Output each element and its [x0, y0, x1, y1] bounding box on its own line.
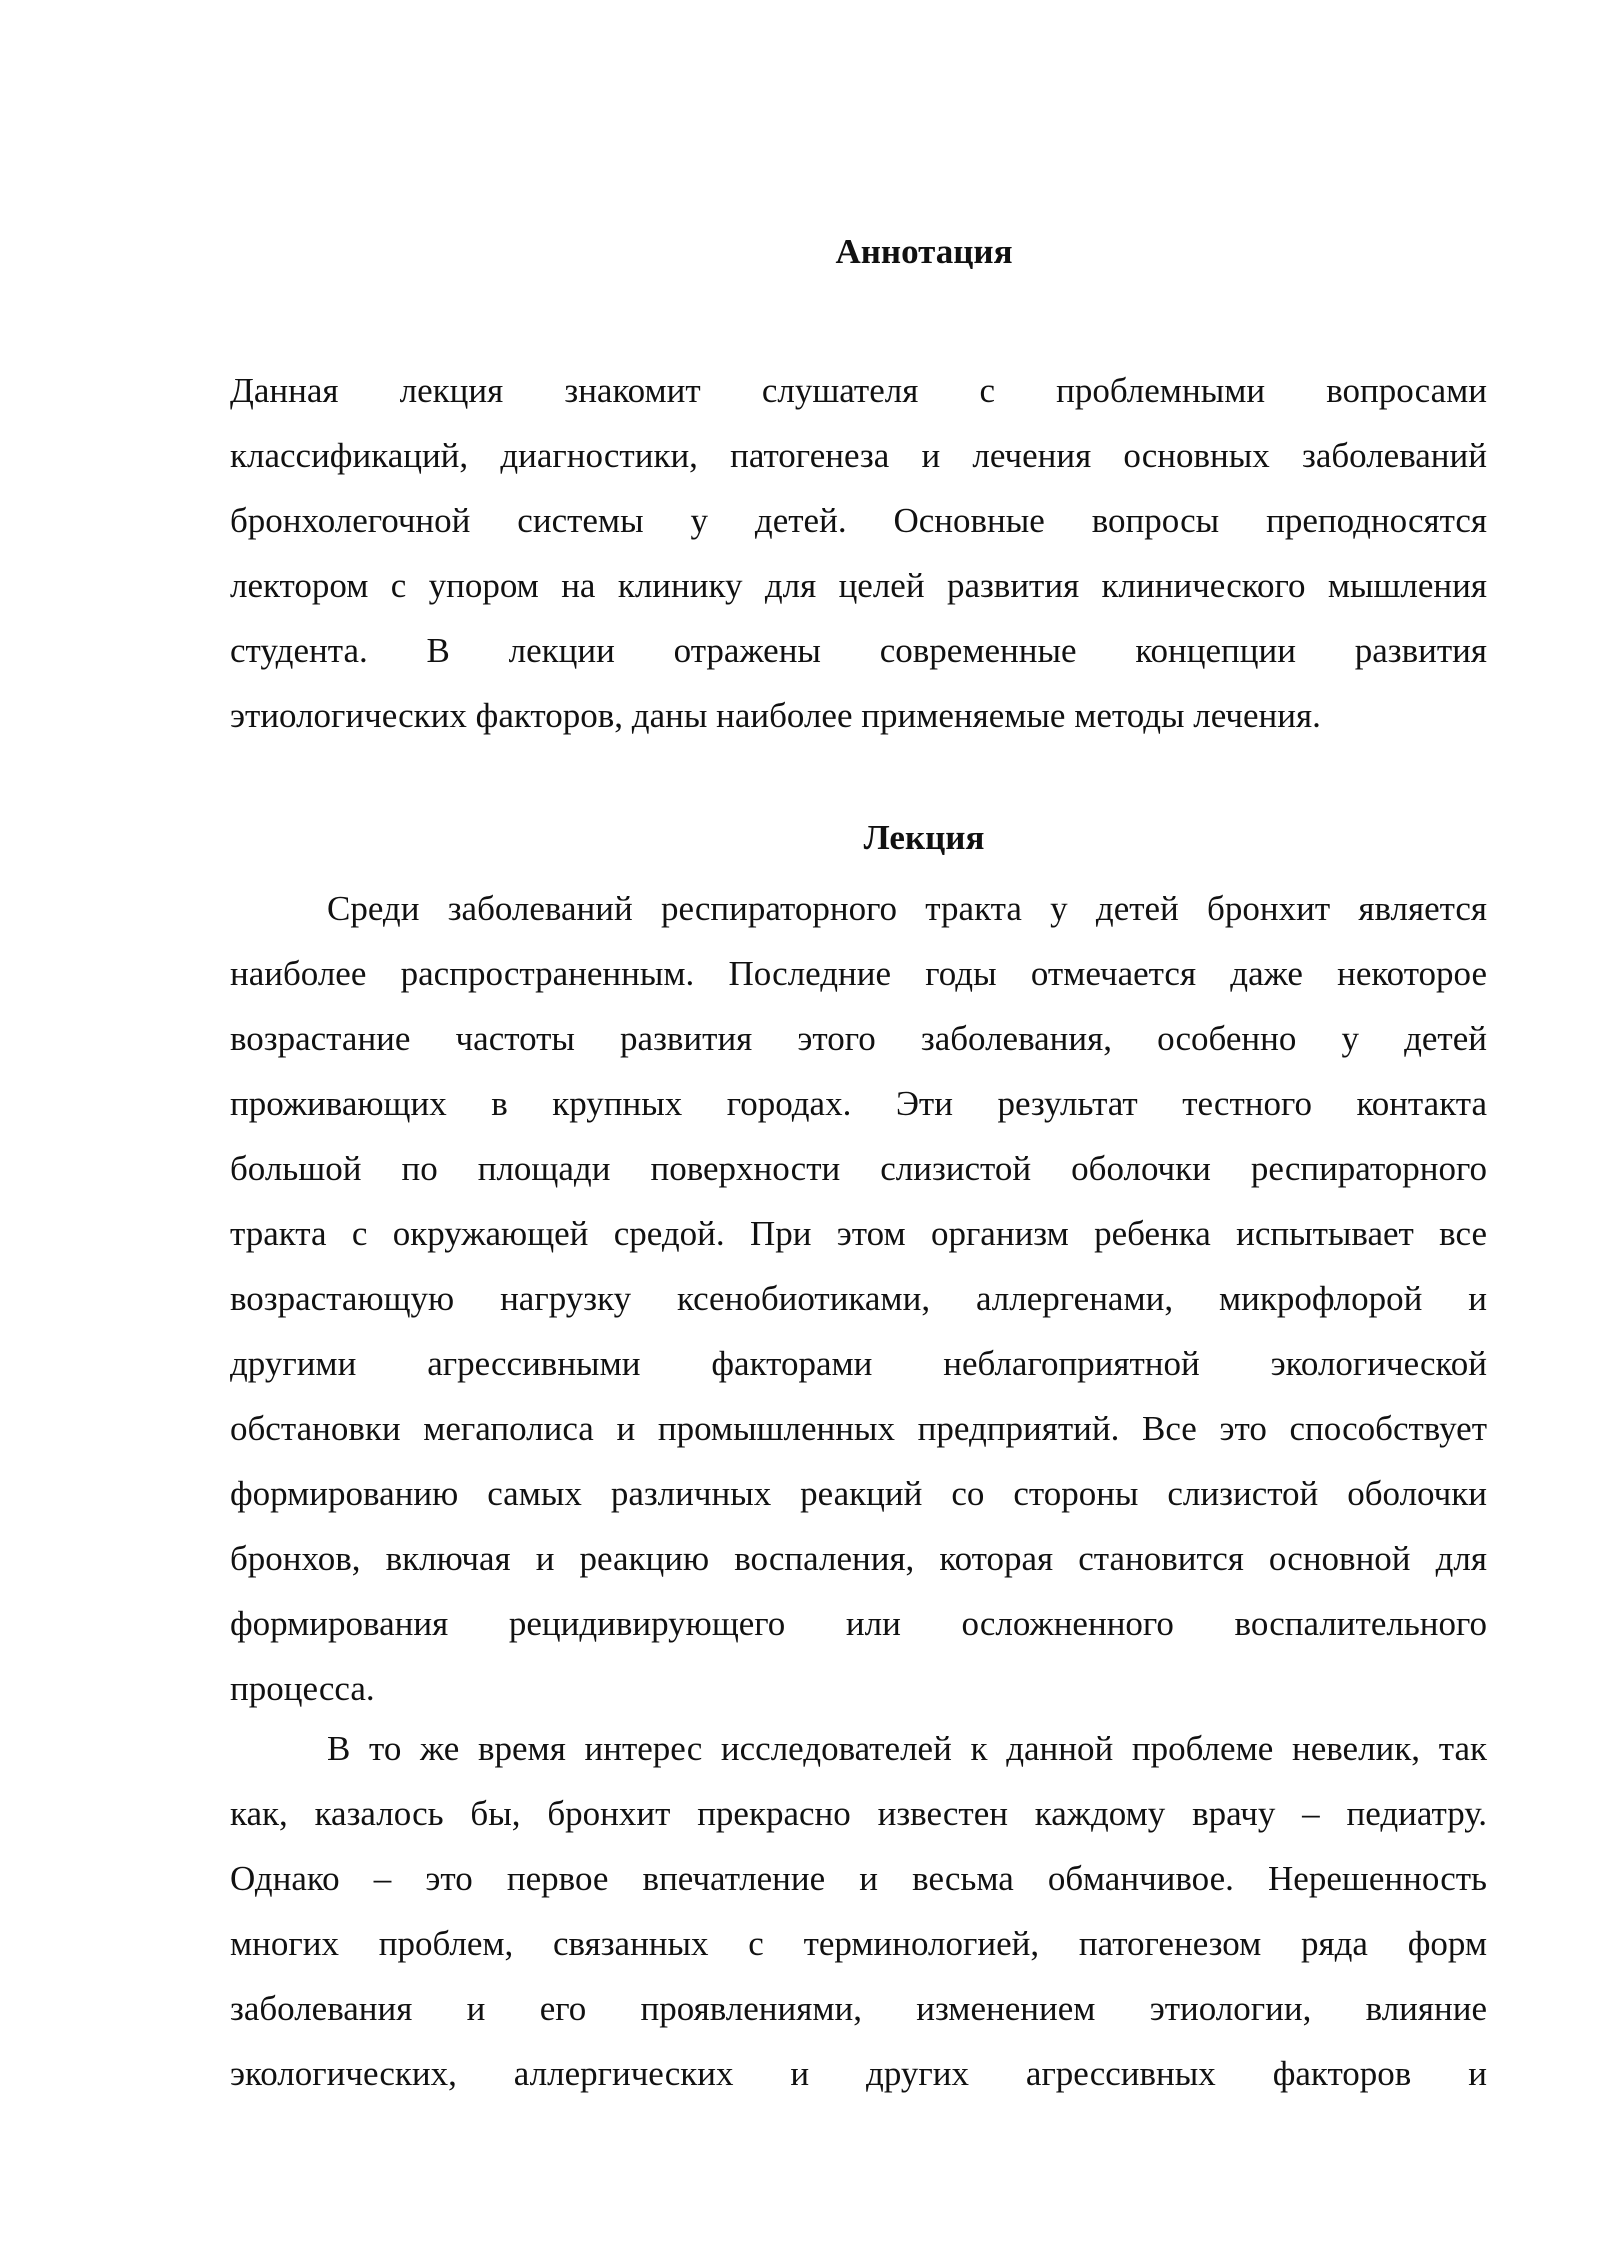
- lecture-line: возрастание частоты развития этого заболевания, особенно у детей: [230, 1019, 1487, 1058]
- annotation-heading: Аннотация: [835, 232, 1013, 271]
- lecture-line: процесса.: [230, 1669, 375, 1708]
- lecture-line: формирования рецидивирующего или осложненного воспалительного: [230, 1604, 1487, 1643]
- lecture-line: другими агрессивными факторами неблагоприятной экологической: [230, 1344, 1487, 1383]
- annotation-paragraph: [230, 358, 1487, 748]
- lecture-line: формированию самых различных реакций со стороны слизистой оболочки: [230, 1474, 1487, 1513]
- lecture-line: экологических, аллергических и других агрессивных факторов и: [230, 2054, 1487, 2093]
- lecture-paragraph: [230, 1716, 1487, 2106]
- annotation-line: этиологических факторов, даны наиболее применяемые методы лечения.: [230, 696, 1321, 735]
- lecture-paragraph: [230, 876, 1487, 1721]
- lecture-line: заболевания и его проявлениями, изменением этиологии, влияние: [230, 1989, 1487, 2028]
- lecture-line: Среди заболеваний респираторного тракта у детей бронхит является: [327, 889, 1487, 928]
- lecture-line: обстановки мегаполиса и промышленных предприятий. Все это способствует: [230, 1409, 1487, 1448]
- lecture-heading: Лекция: [863, 818, 985, 857]
- lecture-line: наиболее распространенным. Последние годы отмечается даже некоторое: [230, 954, 1487, 993]
- lecture-line: тракта с окружающей средой. При этом организм ребенка испытывает все: [230, 1214, 1487, 1253]
- lecture-line: многих проблем, связанных с терминологией, патогенезом ряда форм: [230, 1924, 1487, 1963]
- annotation-line: Данная лекция знакомит слушателя с проблемными вопросами: [230, 371, 1487, 410]
- lecture-line: большой по площади поверхности слизистой оболочки респираторного: [230, 1149, 1487, 1188]
- lecture-line: В то же время интерес исследователей к данной проблеме невелик, так: [327, 1729, 1487, 1768]
- annotation-line: студента. В лекции отражены современные концепции развития: [230, 631, 1487, 670]
- lecture-line: Однако – это первое впечатление и весьма обманчивое. Нерешенность: [230, 1859, 1487, 1898]
- annotation-line: классификаций, диагностики, патогенеза и лечения основных заболеваний: [230, 436, 1487, 475]
- lecture-line: возрастающую нагрузку ксенобиотиками, аллергенами, микрофлорой и: [230, 1279, 1487, 1318]
- lecture-line: проживающих в крупных городах. Эти результат тестного контакта: [230, 1084, 1487, 1123]
- lecture-line: бронхов, включая и реакцию воспаления, которая становится основной для: [230, 1539, 1487, 1578]
- annotation-line: лектором с упором на клинику для целей развития клинического мышления: [230, 566, 1487, 605]
- annotation-line: бронхолегочной системы у детей. Основные вопросы преподносятся: [230, 501, 1487, 540]
- lecture-line: как, казалось бы, бронхит прекрасно известен каждому врачу – педиатру.: [230, 1794, 1487, 1833]
